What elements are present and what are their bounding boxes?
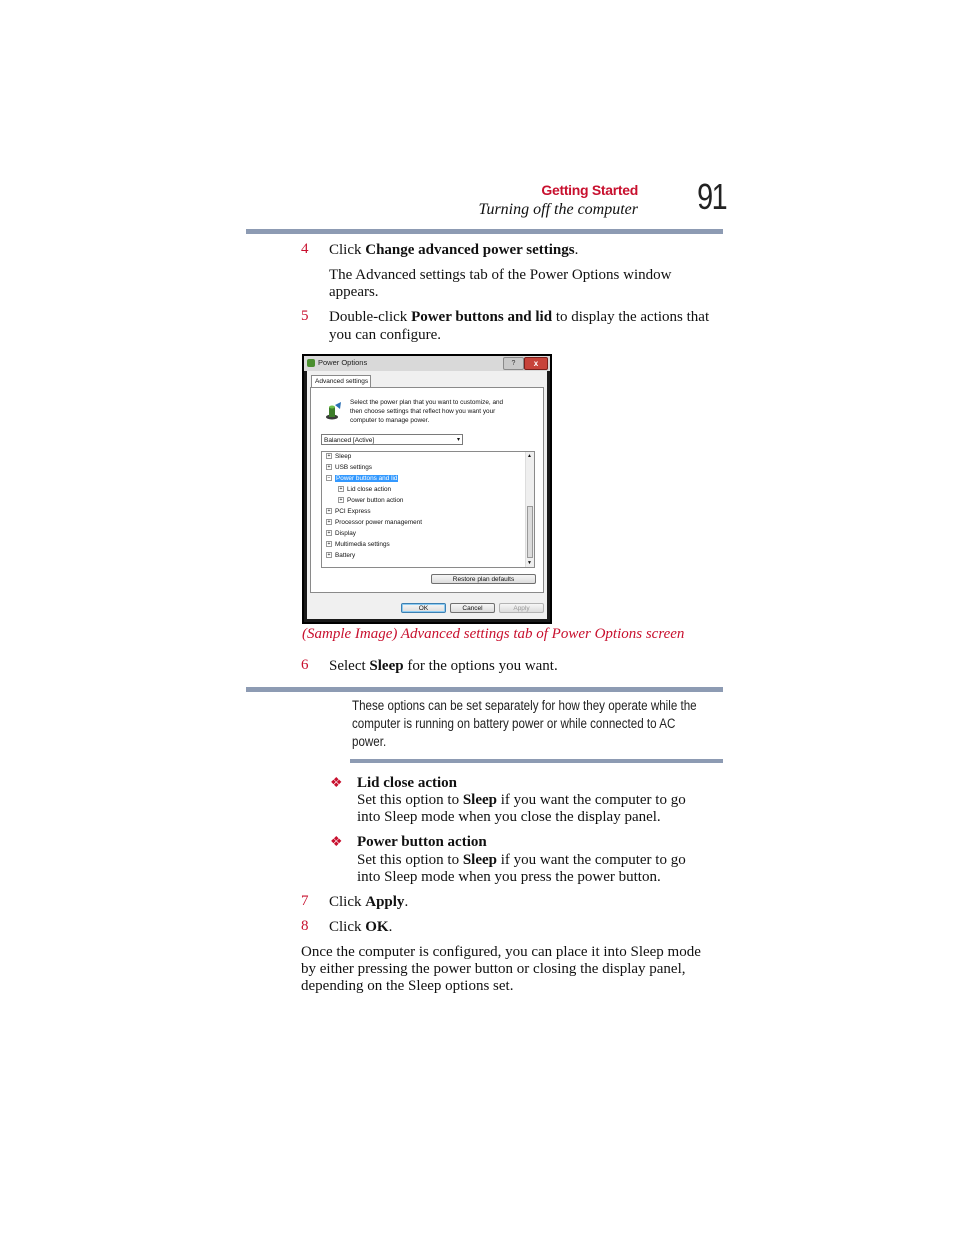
bullet-icon: ❖ — [330, 835, 343, 850]
step-text: you can configure. — [329, 327, 442, 343]
intro-text: Select the power plan that you want to customize, and then choose settings that reflect how you want your computer to manage power. — [350, 399, 504, 424]
expand-icon[interactable]: + — [327, 519, 331, 526]
ok-button[interactable]: OK — [401, 603, 446, 613]
close-button[interactable]: x — [524, 357, 548, 370]
step-text: Click Apply. — [329, 894, 409, 910]
bullet-text: Set this option to Sleep if you want the computer to go — [357, 852, 686, 868]
expand-icon[interactable]: + — [339, 497, 343, 504]
scroll-up-icon[interactable]: ▲ — [527, 453, 532, 459]
bullet-text: into Sleep mode when you close the display panel. — [357, 809, 661, 825]
settings-tree[interactable] — [321, 451, 535, 568]
apply-button[interactable]: Apply — [499, 603, 544, 613]
cancel-button[interactable]: Cancel — [450, 603, 495, 613]
dialog-title: Power Options — [318, 358, 368, 367]
step-number: 4 — [301, 241, 309, 257]
subsection-title: Turning off the computer — [478, 201, 638, 218]
power-options-screenshot — [302, 354, 552, 624]
header-rule — [246, 229, 723, 234]
bullet-text: Set this option to Sleep if you want the computer to go — [357, 792, 686, 808]
power-plan-select[interactable]: Balanced [Active] ▾ — [321, 434, 463, 445]
dialog-title-bar — [304, 356, 550, 371]
collapse-icon[interactable]: − — [327, 475, 331, 482]
help-button[interactable]: ? — [503, 357, 524, 370]
step-text: Double-click Power buttons and lid to display the actions that — [329, 309, 710, 325]
closing-paragraph: Once the computer is configured, you can place it into Sleep mode by either pressing the power button or closing the display panel, depending on the Sleep options set. — [301, 944, 701, 994]
expand-icon[interactable]: + — [327, 552, 331, 559]
tab-advanced-settings[interactable]: Advanced settings — [311, 375, 371, 387]
tree-item-lid-close-action[interactable]: + Lid close action — [339, 486, 392, 493]
chevron-down-icon: ▾ — [456, 437, 460, 443]
tree-item-pci-express[interactable]: + PCI Express — [327, 508, 371, 515]
step-result: The Advanced settings tab of the Power Options window — [329, 267, 672, 283]
tree-item-display[interactable]: + Display — [327, 530, 356, 537]
note-text: These options can be set separately for how they operate while the computer is running on battery power or while connected to AC power. — [352, 698, 697, 749]
tree-scrollbar[interactable] — [525, 452, 534, 567]
step-text: Click Change advanced power settings. — [329, 242, 579, 258]
expand-icon[interactable]: + — [339, 486, 343, 493]
dialog-body — [307, 371, 547, 619]
page-number: 91 — [697, 176, 726, 217]
expand-icon[interactable]: + — [327, 541, 331, 548]
step-number: 8 — [301, 918, 309, 934]
restore-plan-defaults-button[interactable]: Restore plan defaults — [431, 574, 536, 584]
note-rule-bottom — [350, 759, 723, 763]
step-text: Select Sleep for the options you want. — [329, 658, 558, 674]
tree-item-multimedia-settings[interactable]: + Multimedia settings — [327, 541, 390, 548]
tree-item-sleep[interactable]: + Sleep — [327, 453, 352, 460]
expand-icon[interactable]: + — [327, 453, 331, 460]
step-text: Click OK. — [329, 919, 393, 935]
tree-item-power-button-action[interactable]: + Power button action — [339, 497, 404, 504]
bullet-icon: ❖ — [330, 776, 343, 791]
tab-panel — [310, 387, 544, 593]
power-plan-icon — [323, 401, 343, 421]
figure-caption: (Sample Image) Advanced settings tab of Power Options screen — [302, 626, 685, 642]
tree-item-power-buttons-and-lid[interactable]: − Power buttons and lid — [327, 475, 398, 482]
power-options-icon — [307, 359, 315, 367]
expand-icon[interactable]: + — [327, 464, 331, 471]
expand-icon[interactable]: + — [327, 508, 331, 515]
bullet-text: into Sleep mode when you press the power button. — [357, 869, 661, 885]
section-title: Getting Started — [541, 182, 638, 198]
bullet-title: Lid close action — [357, 775, 457, 791]
tree-item-usb-settings[interactable]: + USB settings — [327, 464, 372, 471]
step-result: appears. — [329, 284, 379, 300]
tree-item-processor-power[interactable]: + Processor power management — [327, 519, 423, 526]
note-rule-top — [246, 687, 723, 692]
tree-item-battery[interactable]: + Battery — [327, 552, 356, 559]
step-number: 7 — [301, 893, 309, 909]
expand-icon[interactable]: + — [327, 530, 331, 537]
step-number: 5 — [301, 308, 309, 324]
scrollbar-thumb[interactable] — [527, 506, 533, 558]
bullet-title: Power button action — [357, 834, 487, 850]
step-number: 6 — [301, 657, 309, 673]
scroll-down-icon[interactable]: ▼ — [527, 560, 532, 566]
